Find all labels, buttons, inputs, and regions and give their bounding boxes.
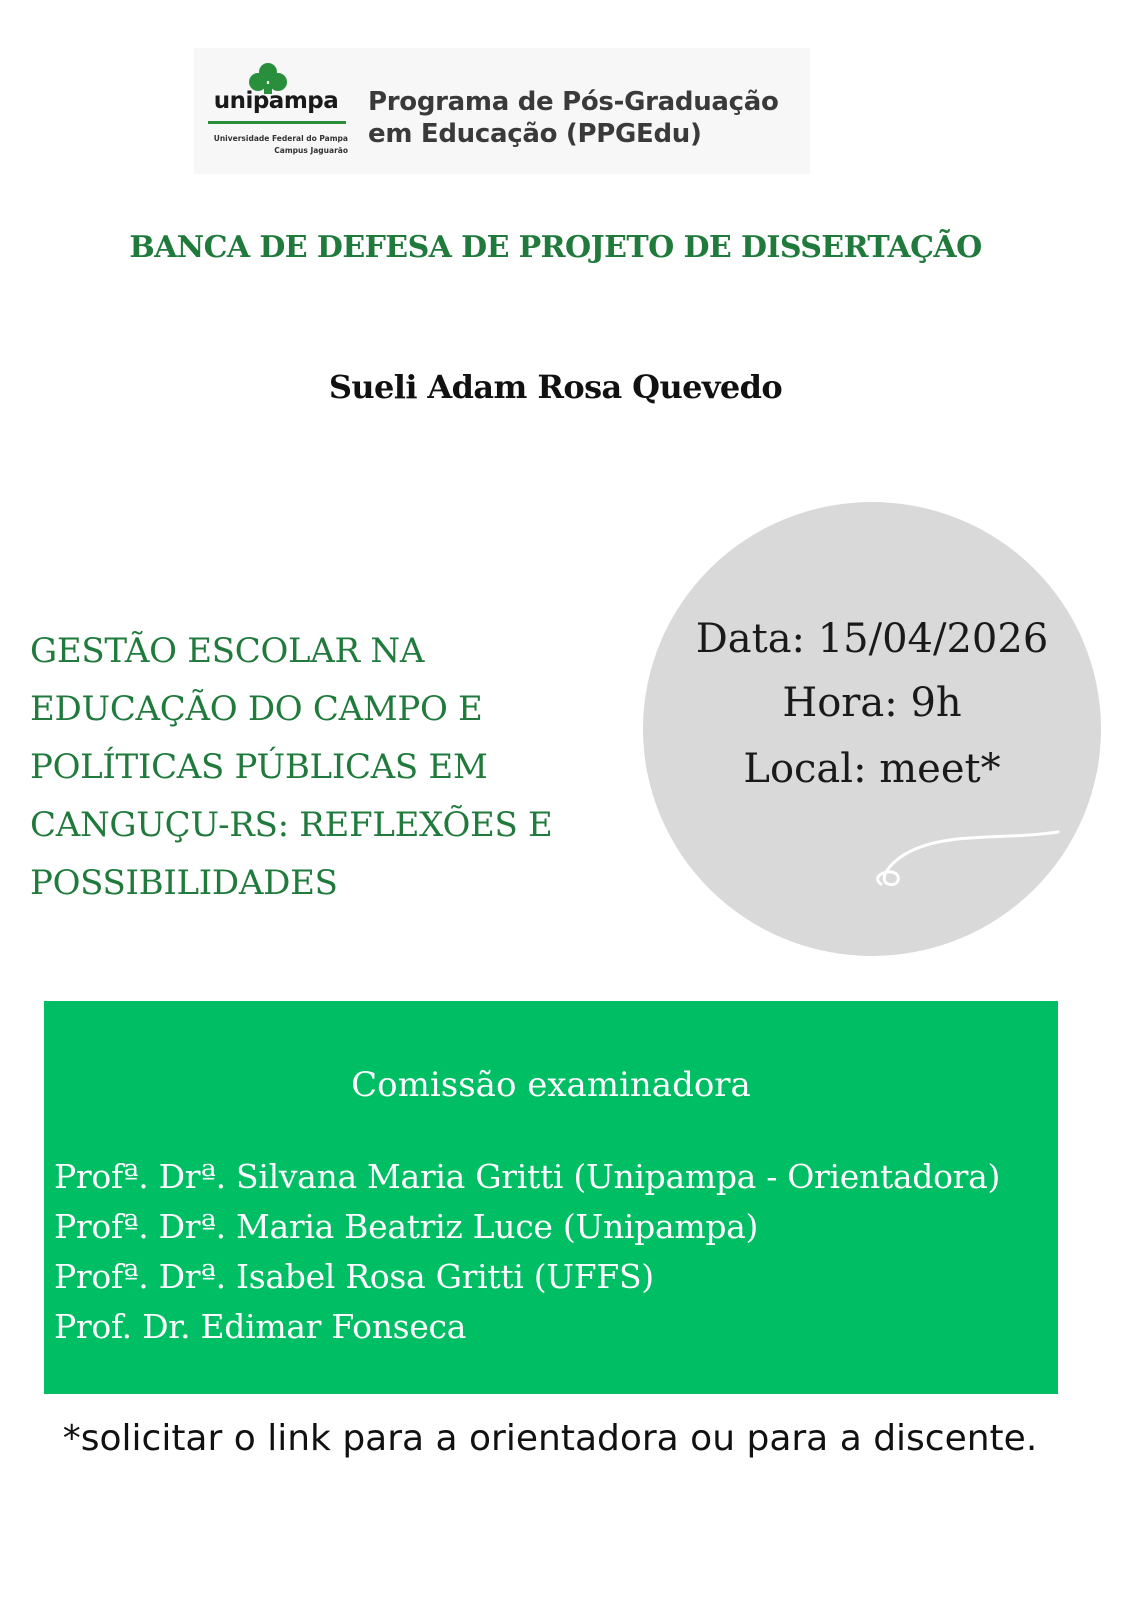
student-name: Sueli Adam Rosa Quevedo — [328, 368, 783, 406]
logo-underline — [208, 121, 346, 124]
thesis-title — [30, 622, 630, 912]
event-location: Local: meet* — [743, 746, 1001, 792]
event-info-circle — [643, 502, 1101, 956]
event-time: Hora: 9h — [782, 680, 962, 726]
thesis-title-line: POSSIBILIDADES — [30, 863, 338, 903]
header-logo-banner — [194, 48, 810, 174]
logo-university-name: Universidade Federal do Pampa — [213, 134, 348, 143]
logo-campus-name: Campus Jaguarão — [274, 146, 348, 155]
thesis-title-line: EDUCAÇÃO DO CAMPO E — [30, 689, 483, 729]
program-name — [368, 86, 779, 150]
logo-wordmark: unipampa — [213, 88, 339, 114]
committee-panel — [44, 1001, 1058, 1394]
committee-member: Profª. Drª. Isabel Rosa Gritti (UFFS) — [54, 1257, 654, 1296]
program-name-line-1: Programa de Pós-Graduação — [368, 87, 779, 117]
event-date: Data: 15/04/2026 — [695, 616, 1049, 662]
committee-member: Profª. Drª. Silvana Maria Gritti (Unipampa - Orientadora) — [54, 1157, 1001, 1196]
thesis-title-line: POLÍTICAS PÚBLICAS EM — [30, 747, 488, 787]
committee-member: Profª. Drª. Maria Beatriz Luce (Unipampa) — [54, 1207, 759, 1246]
committee-heading: Comissão examinadora — [351, 1065, 751, 1105]
program-name-line-2: em Educação (PPGEdu) — [368, 119, 702, 149]
committee-member: Prof. Dr. Edimar Fonseca — [54, 1307, 467, 1346]
event-title: BANCA DE DEFESA DE PROJETO DE DISSERTAÇÃO — [129, 230, 982, 265]
link-request-footnote: *solicitar o link para a orientadora ou para a discente. — [62, 1418, 1038, 1459]
thesis-title-line: GESTÃO ESCOLAR NA — [30, 631, 425, 671]
decorative-swirl-icon — [853, 820, 1063, 900]
thesis-title-line: CANGUÇU-RS: REFLEXÕES E — [30, 805, 553, 845]
